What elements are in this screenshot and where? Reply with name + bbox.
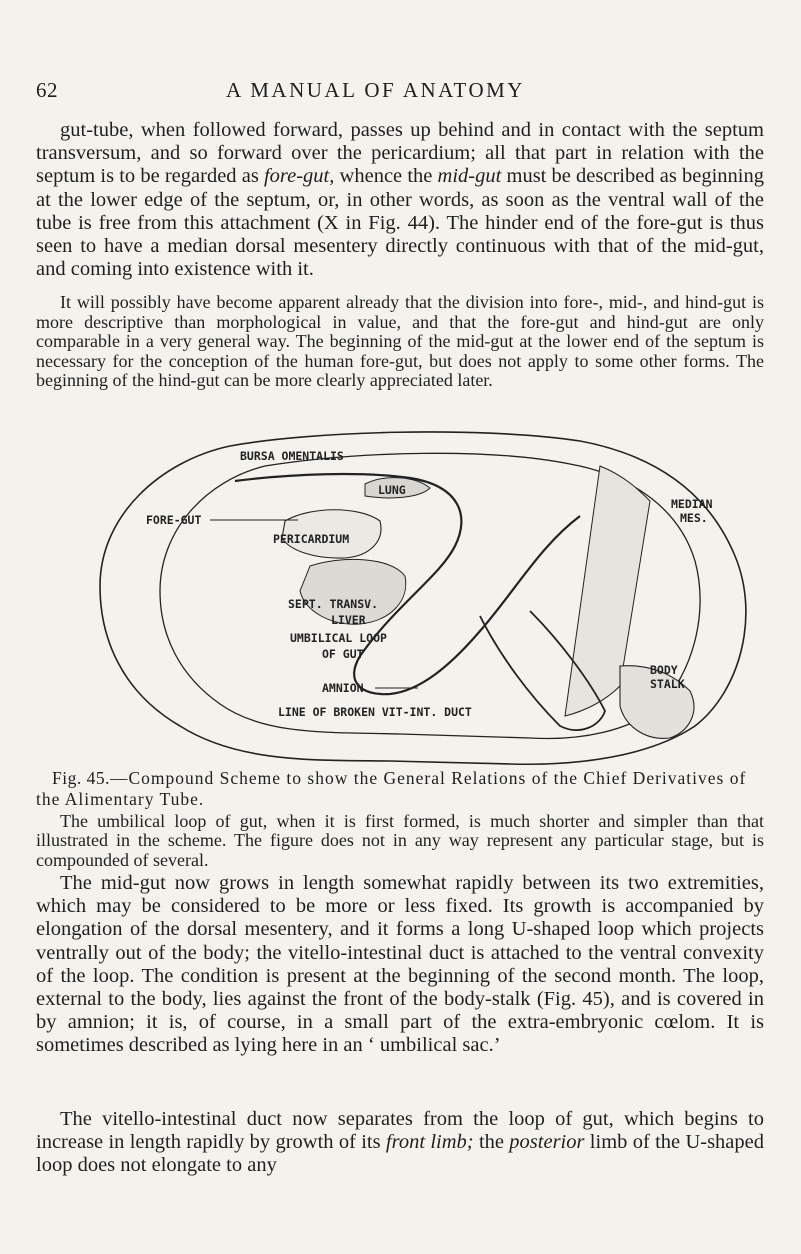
- label-sept-transv: SEPT. TRANSV.: [288, 597, 379, 611]
- paragraph-4-text-a: The vitello-intestinal duct now separates from the loop of gut, which begins to increase in length rapidly by growth of its: [36, 1108, 764, 1154]
- label-fore-gut: FORE-GUT: [146, 513, 202, 527]
- paragraph-2-small: It will possibly have become apparent already that the division into fore-, mid-, and hind-gut is more descriptive than morphological in value, and that the fore-gut and hind-gut are only comparable in a very general way. The beginning of the mid-gut at the lower end of the septum is necessary for the conception of the human fore-gut, but does not apply to some other forms. The beginning of the hind-gut can be more clearly appreciated later.: [36, 292, 764, 391]
- label-liver: LIVER: [331, 613, 366, 627]
- paragraph-1-text-c: must be described as beginning at the lower edge of the septum, or, in other words, as soon as the ventral wall of the tube is free from this attachment (X in Fig. 44). The hinder end of the fore-gut is thus seen to have a median dorsal mesentery directly continuous with that of the mid-gut, and coming into existence with it.: [36, 165, 764, 281]
- paragraph-4-em-posterior: posterior: [509, 1131, 585, 1154]
- figure-note: The umbilical loop of gut, when it is first formed, is much shorter and simpler than that illustrated in the scheme. The figure does not in any way represent any particular stage, but is compounded of several.: [36, 811, 764, 870]
- label-of-gut: OF GUT: [322, 647, 364, 661]
- paragraph-1-text-a: gut-tube, when followed forward, passes up behind and in contact with the septum transversum, and so forward over the pericardium; all that part in relation with the septum is to be regarded as: [36, 119, 764, 188]
- paragraph-3: The mid-gut now grows in length somewhat rapidly between its two extremities, which may be considered to be more or less fixed. Its growth is accompanied by elongation of the dorsal mesentery, and it forms a long U-shaped loop which projects ventrally out of the body; the vitello-intestinal duct is attached to the ventral convexity of the loop. The condition is present at the beginning of the second month. The loop, external to the body, lies against the front of the body-stalk (Fig. 45), and is covered in by amnion; it is, of course, in a small part of the extra-embryonic cœlom. It is sometimes described as lying here in an ‘ umbilical sac.’: [36, 872, 764, 1057]
- figure-45-diagram: [60, 426, 760, 766]
- label-line-of-broken-duct: LINE OF BROKEN VIT-INT. DUCT: [278, 705, 472, 719]
- paragraph-4: [36, 1108, 764, 1178]
- figure-caption: [36, 768, 764, 810]
- label-bursa-omentalis: BURSA OMENTALIS: [240, 449, 344, 463]
- label-lung: LUNG: [378, 483, 406, 497]
- label-body: BODY: [650, 663, 678, 677]
- label-pericardium: PERICARDIUM: [273, 532, 350, 546]
- paragraph-1-text-b: whence the: [334, 165, 438, 188]
- gut-tube: [235, 474, 580, 694]
- figure-number: Fig. 45.: [52, 768, 110, 788]
- label-amnion: AMNION: [322, 681, 364, 695]
- paragraph-1-em-mid-gut: mid-gut: [437, 165, 502, 188]
- page-number: 62: [36, 78, 58, 102]
- label-umbilical-loop: UMBILICAL LOOP: [290, 631, 387, 645]
- label-stalk: STALK: [650, 677, 685, 691]
- paragraph-4-em-front-limb: front limb;: [385, 1131, 474, 1154]
- label-median: MEDIAN: [671, 497, 713, 511]
- paragraph-1: [36, 119, 764, 281]
- label-mes: MES.: [680, 511, 708, 525]
- paragraph-4-text-c: limb of the U-shaped loop does not elongate to any: [36, 1131, 764, 1177]
- paragraph-1-em-fore-gut: fore-gut,: [263, 165, 335, 188]
- paragraph-4-text-b: the: [473, 1131, 510, 1154]
- running-head: A MANUAL OF ANATOMY: [226, 78, 525, 102]
- caption-text: —Compound Scheme to show the General Relations of the Chief Derivatives of the Alimentary Tube.: [36, 768, 747, 809]
- page-header: [0, 78, 801, 110]
